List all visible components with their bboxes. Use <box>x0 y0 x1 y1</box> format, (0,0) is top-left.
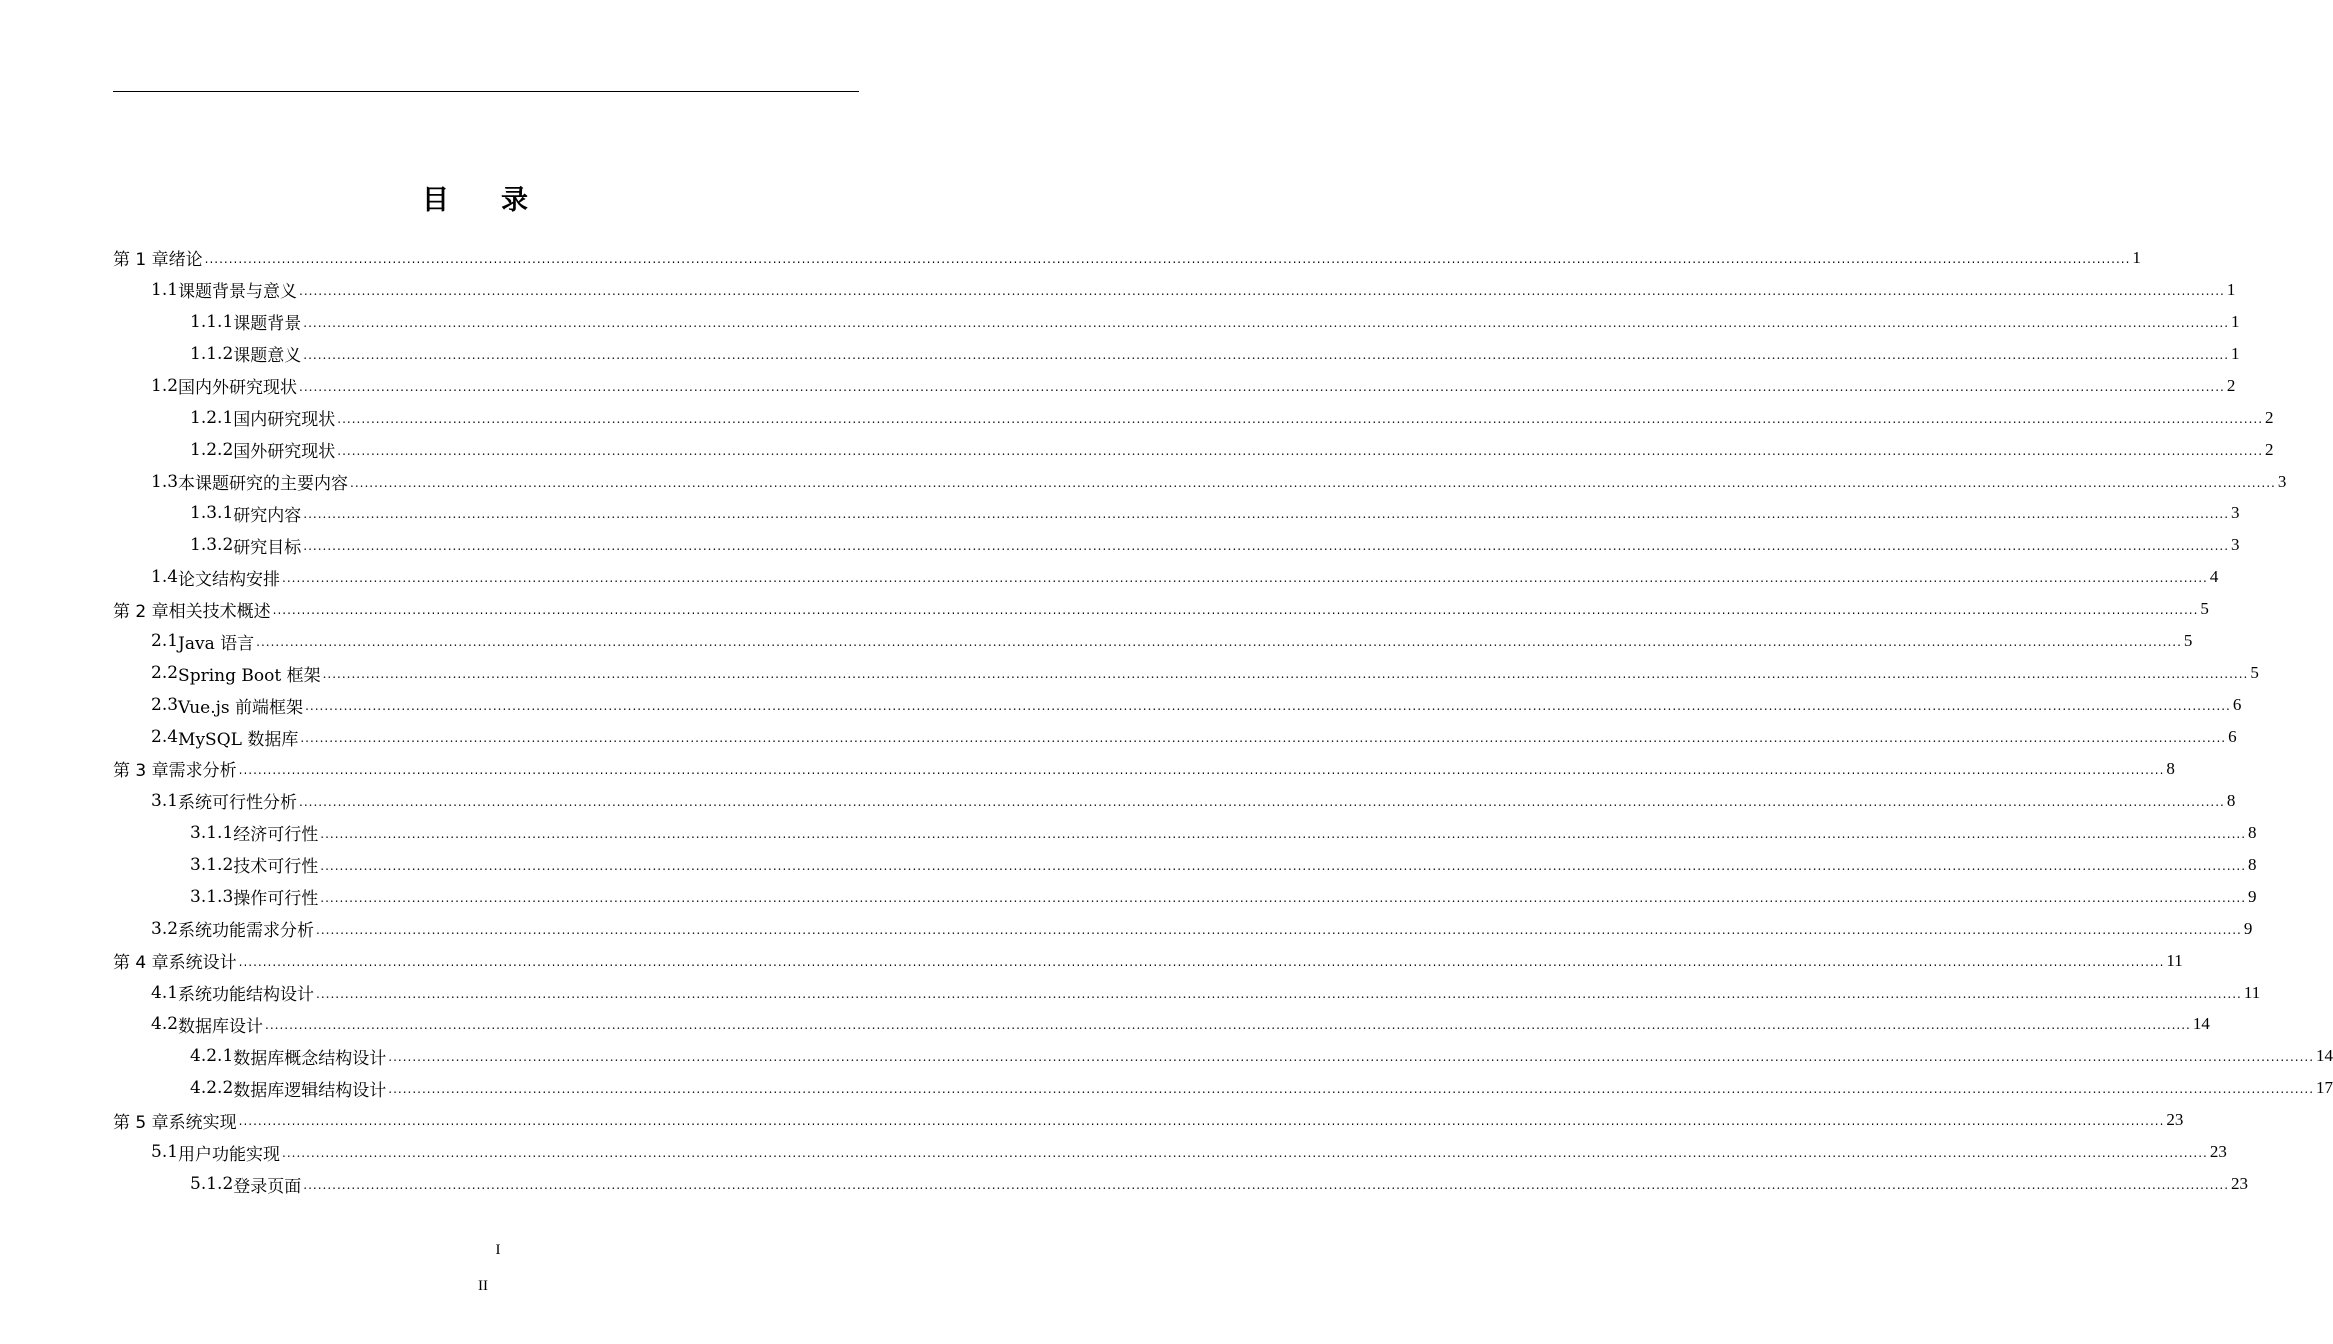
toc-leader-dots: ................................................................................................................................................................................................................................................................................................................................................................................................................ <box>238 762 2165 777</box>
toc-entry-label: 系统可行性分析 <box>178 793 298 814</box>
toc-entry-page: 23 <box>2209 1142 2227 1162</box>
toc-entry[interactable] <box>113 945 2183 977</box>
toc-entry-page: 1 <box>2231 311 2240 331</box>
toc-entry-page: 8 <box>2248 854 2257 874</box>
toc-entry[interactable] <box>113 402 2274 434</box>
toc-entry[interactable] <box>113 849 2257 881</box>
toc-entry-page: 2 <box>2265 439 2274 459</box>
toc-leader-dots: ................................................................................................................................................................................................................................................................................................................................................................................................................ <box>256 635 2182 650</box>
toc-leader-dots: ................................................................................................................................................................................................................................................................................................................................................................................................................ <box>204 251 2131 266</box>
toc-entry-label: 用户功能实现 <box>178 1144 281 1165</box>
toc-entry-number: 4.2.2 <box>190 1078 234 1099</box>
toc-entry-number: 第 3 章 <box>113 761 169 782</box>
toc-entry-label: 系统设计 <box>168 953 237 974</box>
toc-entry-page: 8 <box>2248 822 2257 842</box>
toc-entry[interactable] <box>113 977 2261 1009</box>
toc-entry[interactable] <box>113 1104 2184 1136</box>
toc-entry-number: 1.3 <box>151 471 179 492</box>
toc-leader-dots: ................................................................................................................................................................................................................................................................................................................................................................................................................ <box>303 1178 2230 1193</box>
toc-entry-number: 3.1.1 <box>190 822 234 843</box>
toc-leader-dots: ................................................................................................................................................................................................................................................................................................................................................................................................................ <box>238 1114 2165 1129</box>
toc-entry[interactable] <box>113 338 2240 370</box>
toc-entry-page: 6 <box>2228 727 2237 747</box>
toc-entry-label: 研究目标 <box>233 537 302 558</box>
toc-entry-label: 数据库概念结构设计 <box>233 1048 387 1069</box>
toc-entry-page: 23 <box>2231 1174 2249 1194</box>
toc-entry-page: 11 <box>2166 950 2183 970</box>
toc-entry-label: 课题背景与意义 <box>178 282 298 303</box>
toc-entry-page: 23 <box>2166 1110 2184 1130</box>
toc-entry-page: 9 <box>2243 918 2253 938</box>
toc-entry-number: 1.1.2 <box>190 343 234 364</box>
toc-leader-dots: ................................................................................................................................................................................................................................................................................................................................................................................................................ <box>388 1082 2315 1097</box>
toc-entry[interactable] <box>113 242 2141 274</box>
toc-leader-dots: ................................................................................................................................................................................................................................................................................................................................................................................................................ <box>238 954 2165 969</box>
toc-entry[interactable] <box>113 529 2240 561</box>
toc-entry-number: 2.2 <box>151 663 179 684</box>
toc-entry[interactable] <box>113 370 2236 402</box>
toc-entry-page: 14 <box>2316 1046 2333 1066</box>
toc-entry[interactable] <box>113 689 2242 721</box>
toc-entry-page: 4 <box>2209 567 2219 587</box>
toc-entry-page: 8 <box>2166 758 2175 778</box>
toc-entry-page: 1 <box>2132 247 2141 267</box>
toc-entry-number: 1.2.2 <box>190 439 234 460</box>
toc-entry[interactable] <box>113 466 2287 498</box>
toc-entry[interactable] <box>113 657 2259 689</box>
toc-entry-page: 5 <box>2250 663 2259 683</box>
toc-entry-page: 2 <box>2265 407 2274 427</box>
toc-entry-number: 5.1 <box>151 1142 179 1163</box>
toc-entry-label: 国外研究现状 <box>233 442 336 463</box>
toc-entry-number: 1.3.1 <box>190 503 234 524</box>
toc-entry[interactable] <box>113 721 2237 753</box>
toc-leader-dots: ................................................................................................................................................................................................................................................................................................................................................................................................................ <box>282 1146 2208 1161</box>
toc-entry[interactable] <box>113 1072 2333 1104</box>
toc-entry-label: 国内研究现状 <box>233 410 336 431</box>
toc-leader-dots: ................................................................................................................................................................................................................................................................................................................................................................................................................ <box>337 411 2264 426</box>
toc-entry[interactable] <box>113 881 2257 913</box>
toc-leader-dots: ................................................................................................................................................................................................................................................................................................................................................................................................................ <box>299 283 2225 298</box>
toc-entry-number: 第 2 章 <box>113 601 169 622</box>
toc-entry-number: 1.2.1 <box>190 407 234 428</box>
toc-leader-dots: ................................................................................................................................................................................................................................................................................................................................................................................................................ <box>337 443 2264 458</box>
toc-entry-label: 研究内容 <box>233 505 302 526</box>
toc-leader-dots: ................................................................................................................................................................................................................................................................................................................................................................................................................ <box>320 826 2247 841</box>
toc-entry-label: 课题背景 <box>233 314 302 335</box>
toc-entry-label: 本课题研究的主要内容 <box>178 474 349 495</box>
toc-entry[interactable] <box>113 1040 2333 1072</box>
toc-entry[interactable] <box>113 753 2175 785</box>
toc-entry-number: 3.1 <box>151 790 179 811</box>
toc-entry-label: 需求分析 <box>168 761 237 782</box>
toc-leader-dots: ................................................................................................................................................................................................................................................................................................................................................................................................................ <box>320 890 2247 905</box>
toc-leader-dots: ................................................................................................................................................................................................................................................................................................................................................................................................................ <box>300 731 2227 745</box>
toc-entry-label: 相关技术概述 <box>168 601 271 622</box>
page-number-secondary: II <box>478 1278 488 1294</box>
toc-entry-number: 3.2 <box>151 918 179 939</box>
toc-leader-dots: ................................................................................................................................................................................................................................................................................................................................................................................................................ <box>320 858 2247 873</box>
toc-entry-number: 2.3 <box>151 695 179 716</box>
toc-leader-dots: ................................................................................................................................................................................................................................................................................................................................................................................................................ <box>316 922 2242 937</box>
table-of-contents <box>113 242 2333 1200</box>
toc-entry-label: 绪论 <box>168 250 203 271</box>
toc-entry-number: 第 1 章 <box>113 250 169 271</box>
toc-entry-page: 5 <box>2200 599 2209 619</box>
title-char-1: 目 <box>422 185 449 216</box>
toc-entry-label: 国内外研究现状 <box>178 378 298 399</box>
toc-entry-number: 1.3.2 <box>190 535 234 556</box>
page-number-primary: I <box>495 1242 501 1258</box>
toc-entry-number: 1.1.1 <box>190 311 234 332</box>
toc-entry-number: 4.2 <box>151 1014 179 1035</box>
toc-entry[interactable] <box>113 1168 2249 1200</box>
toc-entry-number: 3.1.2 <box>190 854 234 875</box>
toc-entry-page: 17 <box>2316 1078 2333 1098</box>
toc-entry[interactable] <box>113 1009 2210 1041</box>
toc-entry-page: 9 <box>2248 886 2257 906</box>
toc-entry-label: 系统功能结构设计 <box>178 985 315 1006</box>
toc-entry-page: 8 <box>2226 790 2236 810</box>
toc-entry[interactable] <box>113 274 2236 306</box>
toc-entry-number: 1.2 <box>151 375 179 396</box>
toc-leader-dots: ................................................................................................................................................................................................................................................................................................................................................................................................................ <box>316 986 2242 1001</box>
toc-entry-label: 经济可行性 <box>233 825 319 846</box>
toc-entry-number: 第 5 章 <box>113 1112 169 1133</box>
toc-entry-label: 课题意义 <box>233 346 302 367</box>
toc-entry-label: 数据库逻辑结构设计 <box>233 1080 387 1101</box>
toc-entry-page: 5 <box>2183 631 2193 651</box>
toc-leader-dots: ................................................................................................................................................................................................................................................................................................................................................................................................................ <box>265 1018 2191 1033</box>
toc-entry-number: 5.1.2 <box>190 1174 234 1195</box>
toc-entry-page: 6 <box>2232 695 2242 715</box>
toc-entry-number: 4.1 <box>151 982 179 1003</box>
toc-entry[interactable] <box>113 625 2193 657</box>
toc-entry[interactable] <box>113 498 2240 530</box>
toc-entry-number: 4.2.1 <box>190 1046 234 1067</box>
toc-leader-dots: ................................................................................................................................................................................................................................................................................................................................................................................................................ <box>272 603 2199 618</box>
toc-leader-dots: ................................................................................................................................................................................................................................................................................................................................................................................................................ <box>303 347 2230 362</box>
toc-entry-number: 第 4 章 <box>113 953 169 974</box>
toc-entry-number: 2.1 <box>151 631 179 652</box>
toc-entry-label: 系统功能需求分析 <box>178 921 315 942</box>
toc-leader-dots: ................................................................................................................................................................................................................................................................................................................................................................................................................ <box>305 699 2231 714</box>
toc-leader-dots: ................................................................................................................................................................................................................................................................................................................................................................................................................ <box>350 475 2276 490</box>
toc-entry-label: 操作可行性 <box>233 889 319 910</box>
toc-entry-label: 登录页面 <box>233 1176 302 1197</box>
toc-entry-page: 1 <box>2226 279 2236 299</box>
header-rule <box>113 91 859 92</box>
toc-entry[interactable] <box>113 1136 2227 1168</box>
toc-leader-dots: ................................................................................................................................................................................................................................................................................................................................................................................................................ <box>388 1050 2315 1065</box>
toc-entry[interactable] <box>113 913 2253 945</box>
toc-entry-page: 3 <box>2231 503 2240 523</box>
toc-entry-number: 1.1 <box>151 279 179 300</box>
toc-entry-label: Spring Boot 框架 <box>178 665 321 686</box>
toc-entry-page: 3 <box>2277 471 2287 491</box>
toc-entry-page: 1 <box>2231 343 2240 363</box>
toc-entry-label: 系统实现 <box>168 1112 237 1133</box>
toc-entry-page: 11 <box>2243 982 2261 1002</box>
toc-entry-page: 3 <box>2231 535 2240 555</box>
toc-leader-dots: ................................................................................................................................................................................................................................................................................................................................................................................................................ <box>299 379 2225 394</box>
toc-entry[interactable] <box>113 785 2236 817</box>
toc-entry-page: 2 <box>2226 375 2236 395</box>
toc-entry-label: 数据库设计 <box>178 1016 264 1037</box>
toc-entry[interactable] <box>113 561 2219 593</box>
toc-entry[interactable] <box>113 434 2274 466</box>
page-title <box>0 178 950 217</box>
toc-entry-page: 14 <box>2192 1014 2210 1034</box>
toc-entry-number: 3.1.3 <box>190 886 234 907</box>
toc-leader-dots: ................................................................................................................................................................................................................................................................................................................................................................................................................ <box>299 794 2225 809</box>
toc-entry-label: 技术可行性 <box>233 857 319 878</box>
toc-leader-dots: ................................................................................................................................................................................................................................................................................................................................................................................................................ <box>322 667 2249 682</box>
toc-entry-number: 2.4 <box>151 727 179 748</box>
toc-entry[interactable] <box>113 817 2257 849</box>
toc-leader-dots: ................................................................................................................................................................................................................................................................................................................................................................................................................ <box>303 539 2230 554</box>
toc-entry-label: MySQL 数据库 <box>178 729 299 750</box>
toc-entry-number: 1.4 <box>151 567 179 588</box>
title-char-2: 录 <box>501 185 528 216</box>
toc-leader-dots: ................................................................................................................................................................................................................................................................................................................................................................................................................ <box>303 507 2230 522</box>
toc-entry-label: Vue.js 前端框架 <box>178 697 304 718</box>
toc-entry-label: 论文结构安排 <box>178 569 281 590</box>
toc-entry[interactable] <box>113 593 2209 625</box>
toc-leader-dots: ................................................................................................................................................................................................................................................................................................................................................................................................................ <box>303 315 2230 330</box>
toc-leader-dots: ................................................................................................................................................................................................................................................................................................................................................................................................................ <box>282 571 2208 586</box>
toc-entry[interactable] <box>113 306 2240 338</box>
toc-entry-label: Java 语言 <box>178 633 255 654</box>
